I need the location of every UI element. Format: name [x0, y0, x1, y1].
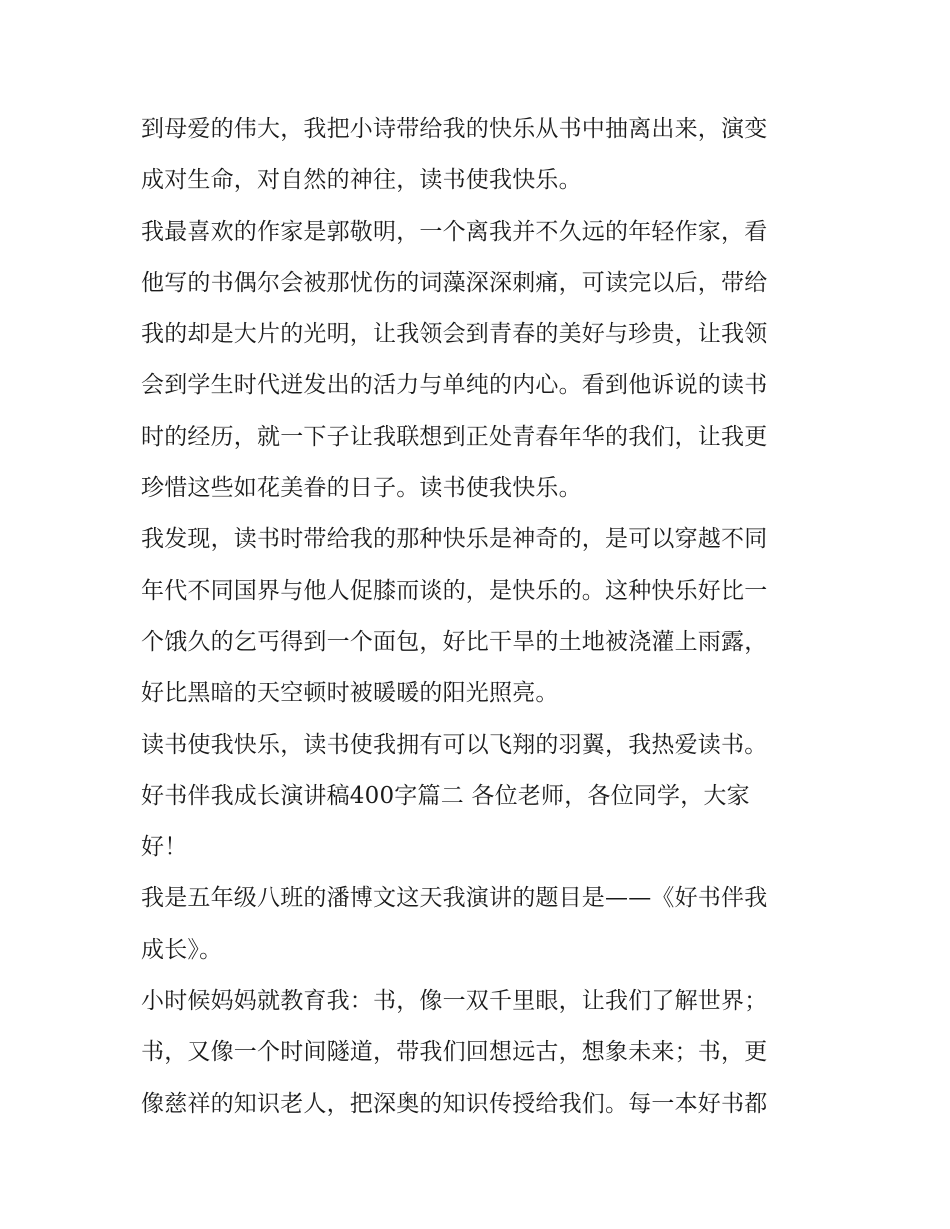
text-line: 成对生命，对自然的神往，读书使我快乐。	[141, 167, 582, 194]
text-line: 会到学生时代迸发出的活力与单纯的内心。看到他诉说的读书	[141, 372, 768, 399]
text-line: 年代不同国界与他人促膝而谈的，是快乐的。这种快乐好比一	[141, 577, 768, 604]
text-line: 我是五年级八班的潘博文这天我演讲的题目是——《好书伴我	[141, 885, 768, 912]
text-line: 读书使我快乐，读书使我拥有可以飞翔的羽翼，我热爱读书。	[141, 731, 768, 758]
text-line: 我发现，读书时带给我的那种快乐是神奇的，是可以穿越不同	[141, 526, 768, 553]
text-line: 好比黑暗的天空顿时被暖暖的阳光照亮。	[141, 680, 559, 707]
text-line: 我的却是大片的光明，让我领会到青春的美好与珍贵，让我领	[141, 321, 768, 348]
text-line: 我最喜欢的作家是郭敬明，一个离我并不久远的年轻作家，看	[141, 218, 768, 245]
text-line: 他写的书偶尔会被那忧伤的词藻深深刺痛，可读完以后，带给	[141, 269, 768, 296]
text-line: 成长》。	[141, 936, 223, 963]
text-line: 个饿久的乞丐得到一个面包，好比干旱的土地被浇灌上雨露，	[141, 628, 768, 655]
text-line: 时的经历，就一下子让我联想到正处青春年华的我们，让我更	[141, 423, 768, 450]
text-line: 小时候妈妈就教育我：书，像一双千里眼，让我们了解世界；	[141, 988, 768, 1015]
document-body	[141, 104, 816, 1130]
text-line: 好！	[141, 834, 188, 861]
text-line: 像慈祥的知识老人，把深奥的知识传授给我们。每一本好书都	[141, 1090, 768, 1117]
text-line: 到母爱的伟大，我把小诗带给我的快乐从书中抽离出来，演变	[141, 116, 768, 142]
text-line: 书，又像一个时间隧道，带我们回想远古，想象未来；书，更	[141, 1039, 768, 1066]
text-line: 好书伴我成长演讲稿400字篇二 各位老师，各位同学，大家	[141, 782, 750, 809]
text-line: 珍惜这些如花美眷的日子。读书使我快乐。	[141, 475, 582, 502]
